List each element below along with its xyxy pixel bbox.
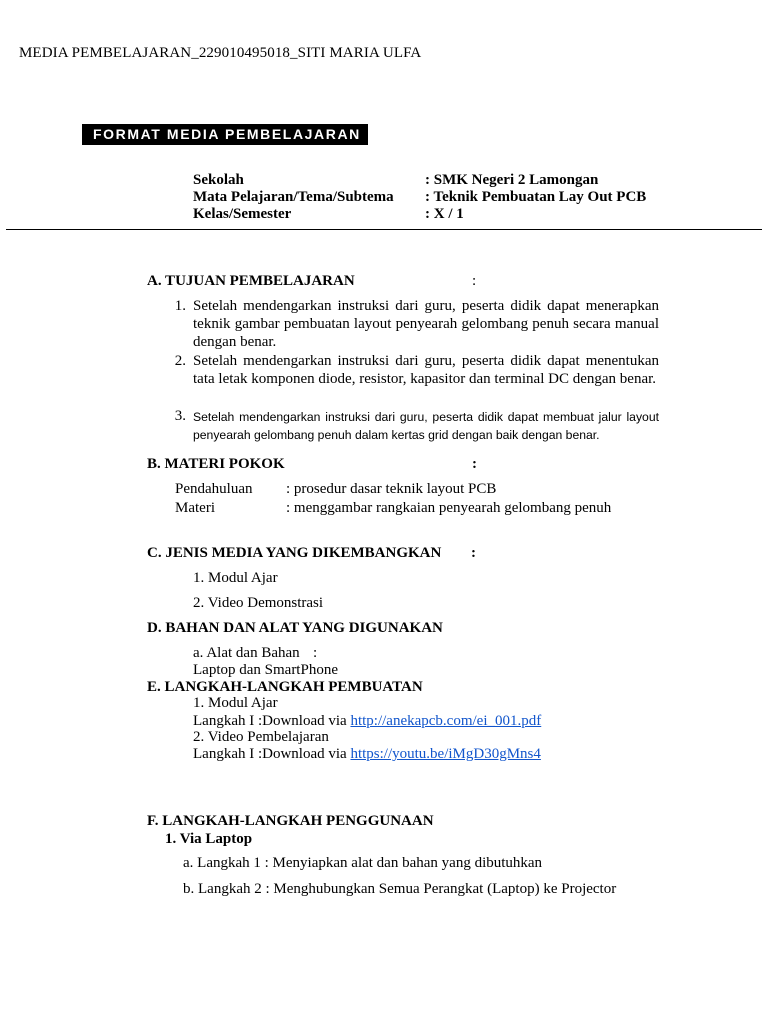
- tools-label: a. Alat dan Bahan: [193, 645, 300, 661]
- section-b-heading: B. MATERI POKOK: [147, 456, 285, 472]
- creation-item-2-title: 2. Video Pembelajaran: [193, 729, 329, 745]
- materi-label-main: Materi: [175, 500, 215, 516]
- materi-value-intro: : prosedur dasar teknik layout PCB: [286, 481, 497, 497]
- objective-number-3: 3.: [174, 408, 186, 424]
- section-a-colon: :: [472, 273, 477, 289]
- horizontal-divider: [6, 229, 762, 230]
- section-d-heading: D. BAHAN DAN ALAT YANG DIGUNAKAN: [147, 620, 443, 636]
- section-a-heading: A. TUJUAN PEMBELAJARAN: [147, 273, 355, 289]
- media-item-1: 1. Modul Ajar: [193, 570, 278, 586]
- info-label-school: Sekolah: [193, 172, 244, 188]
- format-title-banner: FORMAT MEDIA PEMBELAJARAN: [82, 124, 368, 145]
- objective-text-1: Setelah mendengarkan instruksi dari guru, peserta didik dapat menerapkan teknik gambar pembuatan layout penyearah gelombang penuh secara manual dengan benar.: [193, 298, 659, 350]
- tools-value: Laptop dan SmartPhone: [193, 662, 338, 678]
- info-label-class: Kelas/Semester: [193, 206, 292, 222]
- creation-item-2-prefix: Langkah I :Download via: [193, 746, 351, 762]
- creation-item-1-prefix: Langkah I :Download via: [193, 713, 351, 729]
- info-value-school: : SMK Negeri 2 Lamongan: [425, 172, 599, 188]
- materi-label-intro: Pendahuluan: [175, 481, 253, 497]
- info-value-subject: : Teknik Pembuatan Lay Out PCB: [425, 189, 647, 205]
- objective-text-2: Setelah mendengarkan instruksi dari guru, peserta didik dapat menentukan tata letak komponen diode, resistor, kapasitor dan terminal DC dengan benar.: [193, 353, 659, 387]
- video-download-link[interactable]: https://youtu.be/iMgD30gMns4: [350, 746, 541, 762]
- objective-number-1: 1.: [174, 298, 186, 314]
- objective-number-2: 2.: [174, 353, 186, 369]
- section-f-heading: F. LANGKAH-LANGKAH PENGGUNAAN: [147, 813, 434, 829]
- section-c-colon: :: [471, 545, 476, 561]
- document-header: MEDIA PEMBELAJARAN_229010495018_SITI MARIA ULFA: [19, 45, 422, 61]
- usage-step-1: a. Langkah 1 : Menyiapkan alat dan bahan yang dibutuhkan: [183, 855, 543, 871]
- info-value-class: : X / 1: [425, 206, 464, 222]
- info-label-subject: Mata Pelajaran/Tema/Subtema: [193, 189, 394, 205]
- section-c-heading: C. JENIS MEDIA YANG DIKEMBANGKAN: [147, 545, 442, 561]
- section-b-colon: :: [472, 456, 477, 472]
- tools-colon: :: [313, 645, 318, 661]
- creation-item-2-step: [193, 745, 541, 763]
- objective-text-3: Setelah mendengarkan instruksi dari guru, peserta didik dapat membuat jalur layout penyearah gelombang penuh dalam kertas grid dengan baik dengan benar.: [193, 410, 659, 442]
- usage-subheading-laptop: 1. Via Laptop: [165, 831, 253, 847]
- media-item-2: 2. Video Demonstrasi: [193, 595, 324, 611]
- section-e-heading: E. LANGKAH-LANGKAH PEMBUATAN: [147, 679, 423, 695]
- module-download-link[interactable]: http://anekapcb.com/ei_001.pdf: [350, 713, 542, 729]
- materi-value-main: : menggambar rangkaian penyearah gelombang penuh: [286, 500, 612, 516]
- creation-item-1-title: 1. Modul Ajar: [193, 695, 278, 711]
- usage-step-2: b. Langkah 2 : Menghubungkan Semua Perangkat (Laptop) ke Projector: [183, 881, 617, 897]
